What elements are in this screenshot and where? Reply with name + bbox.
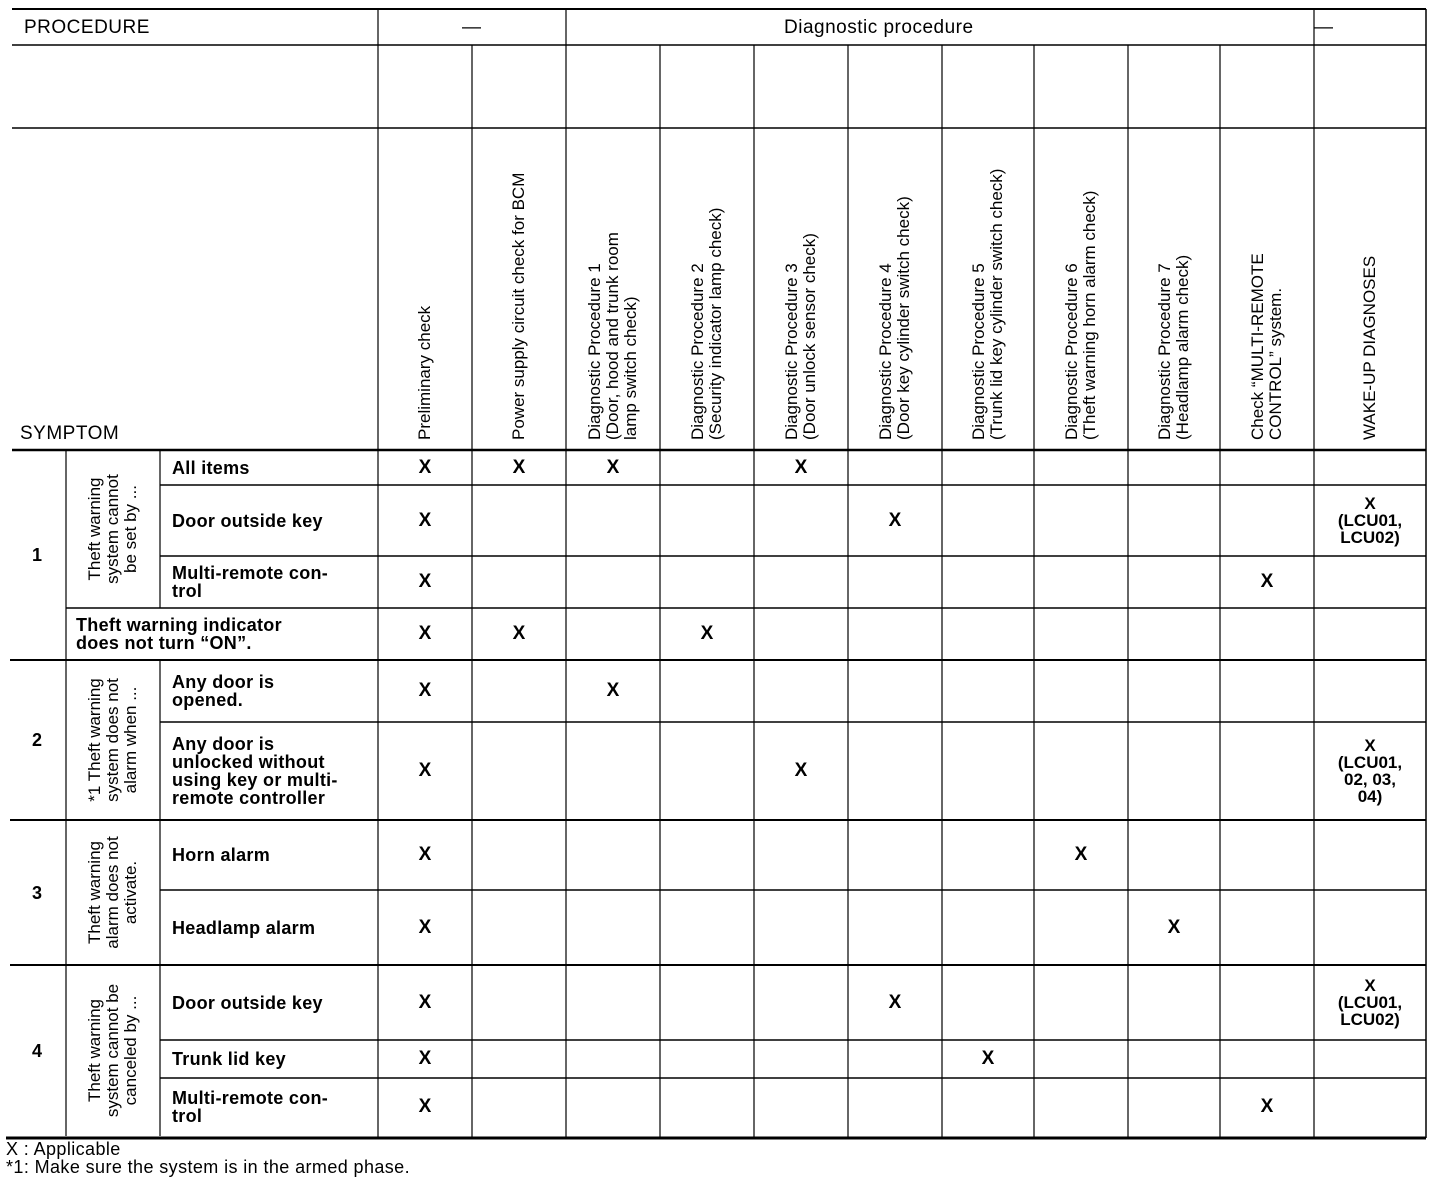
symptom-row-label: Door outside key xyxy=(172,992,323,1013)
column-header: Preliminary check xyxy=(415,305,434,440)
applicable-mark: X xyxy=(418,509,432,531)
armed-phase-footnote: *1: Make sure the system is in the armed phase. xyxy=(6,1157,410,1177)
applicable-mark: X xyxy=(418,680,432,701)
symptom-row-label: Theft warning indicator does not turn “ON”. xyxy=(76,615,282,653)
symptom-row-label: Multi-remote con- trol xyxy=(172,1088,329,1126)
applicable-mark-wakeup: X (LCU01, 02, 03, 04) xyxy=(1337,736,1403,806)
applicable-mark: X xyxy=(888,991,902,1013)
symptom-group-label: Theft warning system cannot be canceled by ... xyxy=(85,983,140,1118)
group-dash-1: — xyxy=(462,17,482,38)
applicable-mark: X xyxy=(418,1096,432,1117)
column-header: Power supply circuit check for BCM xyxy=(509,172,528,440)
symptom-number: 4 xyxy=(32,1040,43,1061)
applicable-mark: X xyxy=(418,571,432,592)
column-header: Check “MULTI-REMOTE CONTROL” system. xyxy=(1248,253,1285,440)
column-header: Diagnostic Procedure 4 (Door key cylinder switch check) xyxy=(876,196,913,440)
symptom-group-label: *1 Theft warning system does not alarm when ... xyxy=(85,678,140,802)
applicable-mark-wakeup: X (LCU01, LCU02) xyxy=(1337,494,1403,547)
symptom-row-label: Headlamp alarm xyxy=(172,917,316,938)
applicable-mark: X xyxy=(512,623,526,644)
applicable-mark: X xyxy=(1260,1096,1274,1117)
procedure-label: PROCEDURE xyxy=(24,17,150,38)
applicable-mark: X xyxy=(888,509,902,531)
applicable-mark: X xyxy=(1074,844,1088,865)
applicable-mark: X xyxy=(418,456,432,478)
symptom-row-label: Any door is opened. xyxy=(172,672,275,710)
applicable-mark: X xyxy=(1260,571,1274,592)
column-header: Diagnostic Procedure 6 (Theft warning horn alarm check) xyxy=(1062,190,1099,440)
applicable-mark: X xyxy=(1167,916,1181,938)
legend-note: X : Applicable xyxy=(6,1139,121,1159)
column-header: Diagnostic Procedure 2 (Security indicator lamp check) xyxy=(688,207,725,440)
group-dash-2: — xyxy=(1314,17,1334,38)
applicable-mark: X xyxy=(418,760,432,781)
applicable-mark: X xyxy=(981,1048,995,1069)
column-header: Diagnostic Procedure 3 (Door unlock sensor check) xyxy=(782,233,819,440)
applicable-mark: X xyxy=(700,623,714,644)
applicable-mark: X xyxy=(606,456,620,478)
group-diagnostic-procedure: Diagnostic procedure xyxy=(784,17,974,38)
symptom-number: 3 xyxy=(32,882,43,903)
symptom-number: 2 xyxy=(32,730,43,750)
symptom-row-label: Any door is unlocked without using key or multi- remote controller xyxy=(172,734,338,808)
symptom-row-label: Trunk lid key xyxy=(172,1049,286,1069)
applicable-mark: X xyxy=(418,844,432,865)
symptom-number: 1 xyxy=(32,545,43,565)
applicable-mark: X xyxy=(794,760,808,781)
symptom-label: SYMPTOM xyxy=(20,423,120,444)
applicable-mark: X xyxy=(418,1048,432,1069)
symptom-row-label: Multi-remote con- trol xyxy=(172,563,329,601)
column-header: Diagnostic Procedure 7 (Headlamp alarm check) xyxy=(1155,254,1192,440)
applicable-mark: X xyxy=(418,916,432,938)
column-header: Diagnostic Procedure 5 (Trunk lid key cylinder switch check) xyxy=(969,168,1006,440)
applicable-mark: X xyxy=(418,991,432,1013)
applicable-mark: X xyxy=(794,456,808,478)
symptom-row-label: Door outside key xyxy=(172,510,323,531)
applicable-mark: X xyxy=(418,623,432,644)
applicable-mark: X xyxy=(606,680,620,701)
column-header: Diagnostic Procedure 1 (Door, hood and trunk room lamp switch check) xyxy=(585,232,640,440)
symptom-row-label: All items xyxy=(172,457,250,478)
symptom-group-label: Theft warning alarm does not activate. xyxy=(85,836,140,949)
applicable-mark: X xyxy=(512,456,526,478)
applicable-mark-wakeup: X (LCU01, LCU02) xyxy=(1337,976,1403,1029)
symptom-group-label: Theft warning system cannot be set by ... xyxy=(85,474,140,584)
symptom-row-label: Horn alarm xyxy=(172,845,271,865)
column-header: WAKE-UP DIAGNOSES xyxy=(1360,255,1379,440)
